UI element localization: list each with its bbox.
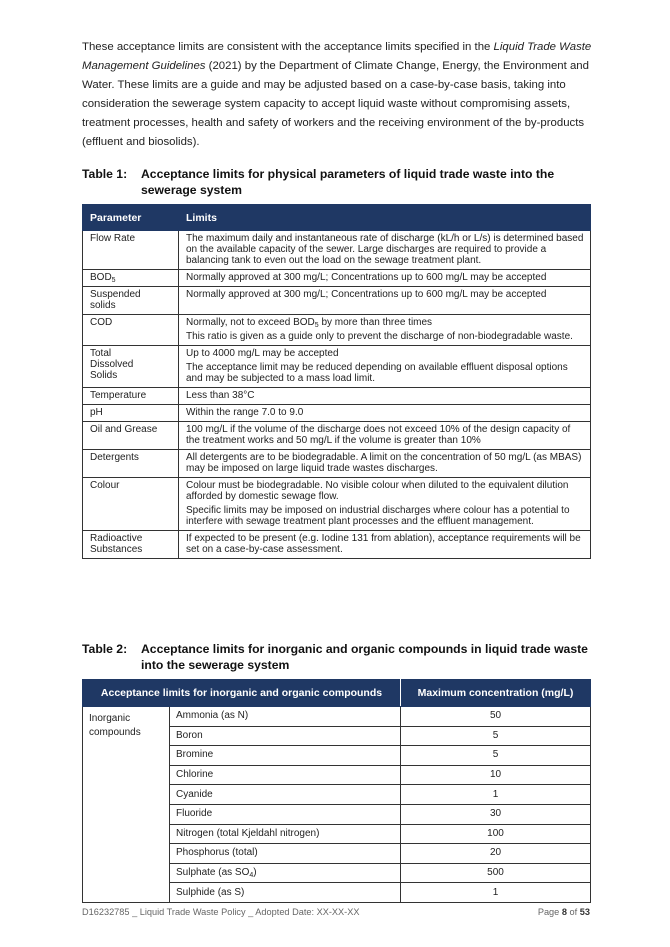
max-concentration-cell: 1	[401, 883, 591, 903]
subscript: 4	[249, 872, 254, 880]
table1-caption	[82, 166, 602, 198]
limit-line	[186, 317, 584, 328]
compound-name-suffix: )	[253, 867, 257, 879]
limit-cell: Normally approved at 300 mg/L; Concentrations up to 600 mg/L may be accepted	[179, 270, 591, 287]
table-row	[83, 287, 591, 315]
page-current: 8	[561, 907, 567, 917]
parameter-cell: Detergents	[83, 450, 179, 478]
limit-cell: Within the range 7.0 to 9.0	[179, 405, 591, 422]
parameter-cell: pH	[83, 405, 179, 422]
limit-cell: Normally approved at 300 mg/L; Concentrations up to 600 mg/L may be accepted	[179, 287, 591, 315]
compounds-table	[82, 679, 591, 903]
compound-cell	[170, 707, 401, 727]
max-concentration-cell: 30	[401, 804, 591, 824]
table-row	[83, 405, 591, 422]
limit-note: Specific limits may be imposed on industrial discharges where colour has a potential to interfere with sewage treatment plant processes and the effluent management.	[186, 505, 570, 527]
compound-cell	[170, 765, 401, 785]
limit-note: The acceptance limit may be reduced depending on available effluent disposal options and may be subjected to a mass load limit.	[186, 362, 568, 384]
max-concentration-cell: 100	[401, 824, 591, 844]
table2-caption-text: Acceptance limits for inorganic and organic compounds in liquid trade waste into the sewerage system	[141, 642, 588, 672]
parameter-cell: Flow Rate	[83, 231, 179, 270]
max-concentration-cell: 50	[401, 707, 591, 727]
limit-cell	[179, 315, 591, 346]
compound-name: Ammonia (as N)	[176, 710, 249, 722]
table-header-row	[83, 205, 591, 231]
compounds-table-body	[83, 707, 591, 903]
max-concentration-cell: 1	[401, 785, 591, 805]
intro-text-start: These acceptance limits are consistent with the acceptance limits specified in the	[82, 41, 494, 53]
parameter-cell: Total Dissolved Solids	[83, 346, 179, 388]
parameter-cell: COD	[83, 315, 179, 346]
parameter-name: BOD	[90, 272, 112, 283]
max-concentration-cell: 20	[401, 844, 591, 864]
parameter-cell: Radioactive Substances	[83, 531, 179, 559]
subscript: 5	[314, 322, 319, 329]
limit-cell	[179, 346, 591, 388]
max-concentration-cell: 5	[401, 726, 591, 746]
compound-cell	[170, 824, 401, 844]
parameter-cell: Suspended solids	[83, 287, 179, 315]
column-header: Limits	[179, 205, 591, 231]
table1-number: Table 1:	[82, 167, 128, 181]
compound-cell	[170, 746, 401, 766]
column-header: Acceptance limits for inorganic and organic compounds	[83, 680, 401, 707]
limit-cell	[179, 478, 591, 531]
compound-name: Fluoride	[176, 808, 213, 820]
compound-cell	[170, 804, 401, 824]
intro-paragraph	[82, 38, 592, 152]
intro-text-end: (2021) by the Department of Climate Change, Energy, the Environment and Water. These limits are a guide and may be adjusted based on a case-by-case basis, taking into consideration the sewerage system capacity to accept liquid waste without compromising assets, treatment processes, health and safety of workers and the receiving environment of the by-products (effluent and biosolids).	[82, 60, 589, 148]
table1-caption-text: Acceptance limits for physical parameters of liquid trade waste into the sewerage system	[141, 167, 555, 197]
table2-caption	[82, 641, 602, 673]
limit-cell: The maximum daily and instantaneous rate of discharge (kL/h or L/s) is determined based on the available capacity of the sewer. Large discharges are required to provide a balancing tank to even out the load on the sewage treatment plant.	[179, 231, 591, 270]
limit-text: Normally, not to exceed BOD	[186, 317, 315, 328]
limit-line: Colour must be biodegradable. No visible colour when diluted to the equivalent dilution afforded by domestic sewage flow.	[186, 480, 569, 502]
compound-name: Sulphate (as SO	[176, 867, 250, 879]
parameter-cell: Oil and Grease	[83, 422, 179, 450]
compound-cell	[170, 863, 401, 883]
limit-cell: If expected to be present (e.g. Iodine 131 from ablation), acceptance requirements will be set on a case-by-case assessment.	[179, 531, 591, 559]
limit-text: by more than three times	[318, 317, 433, 328]
limit-cell: 100 mg/L if the volume of the discharge does not exceed 10% of the design capacity of the treatment works and 50 mg/L if the volume is greater than 10%	[179, 422, 591, 450]
page-label: Page	[537, 907, 560, 917]
compound-name: Sulphide (as S)	[176, 886, 245, 898]
compound-name: Cyanide	[176, 788, 213, 800]
limit-note: This ratio is given as a guide only to prevent the discharge of non-biodegradable waste.	[186, 331, 573, 342]
compound-name: Boron	[176, 729, 203, 741]
subscript: 5	[111, 277, 116, 284]
parameter-cell: Colour	[83, 478, 179, 531]
table-row	[83, 231, 591, 270]
max-concentration-cell: 5	[401, 746, 591, 766]
column-header: Maximum concentration (mg/L)	[401, 680, 591, 707]
table-row	[83, 270, 591, 287]
limit-cell: Less than 38°C	[179, 388, 591, 405]
parameter-cell	[83, 270, 179, 287]
parameter-cell: Temperature	[83, 388, 179, 405]
physical-parameters-table	[82, 204, 591, 559]
compound-name: Phosphorus (total)	[176, 847, 258, 859]
table2-number: Table 2:	[82, 642, 128, 656]
compound-cell	[170, 785, 401, 805]
page-number	[538, 907, 590, 917]
compound-name: Chlorine	[176, 769, 214, 781]
document-reference: D16232785 _ Liquid Trade Waste Policy _ Adopted Date: XX-XX-XX	[82, 907, 360, 917]
table-row	[83, 388, 591, 405]
limit-cell: All detergents are to be biodegradable. A limit on the concentration of 50 mg/L (as MBAS) may be imposed on large liquid trade wastes discharges.	[179, 450, 591, 478]
column-header: Parameter	[83, 205, 179, 231]
page-of: of	[569, 907, 578, 917]
compound-cell	[170, 726, 401, 746]
table-row	[83, 707, 591, 727]
table-row	[83, 531, 591, 559]
max-concentration-cell: 10	[401, 765, 591, 785]
limit-line: Up to 4000 mg/L may be accepted	[186, 348, 339, 359]
table-row	[83, 450, 591, 478]
page-total: 53	[579, 907, 590, 917]
compound-name: Bromine	[176, 749, 214, 761]
compound-cell	[170, 883, 401, 903]
table-header-row	[83, 680, 591, 707]
table-row	[83, 346, 591, 388]
max-concentration-cell: 500	[401, 863, 591, 883]
compound-name: Nitrogen (total Kjeldahl nitrogen)	[176, 827, 320, 839]
table-row	[83, 422, 591, 450]
compound-cell	[170, 844, 401, 864]
table-row	[83, 478, 591, 531]
compound-group-cell: Inorganic compounds	[83, 707, 170, 903]
guidelines-title: Liquid Trade Waste Management Guidelines	[82, 41, 592, 72]
table-row	[83, 315, 591, 346]
